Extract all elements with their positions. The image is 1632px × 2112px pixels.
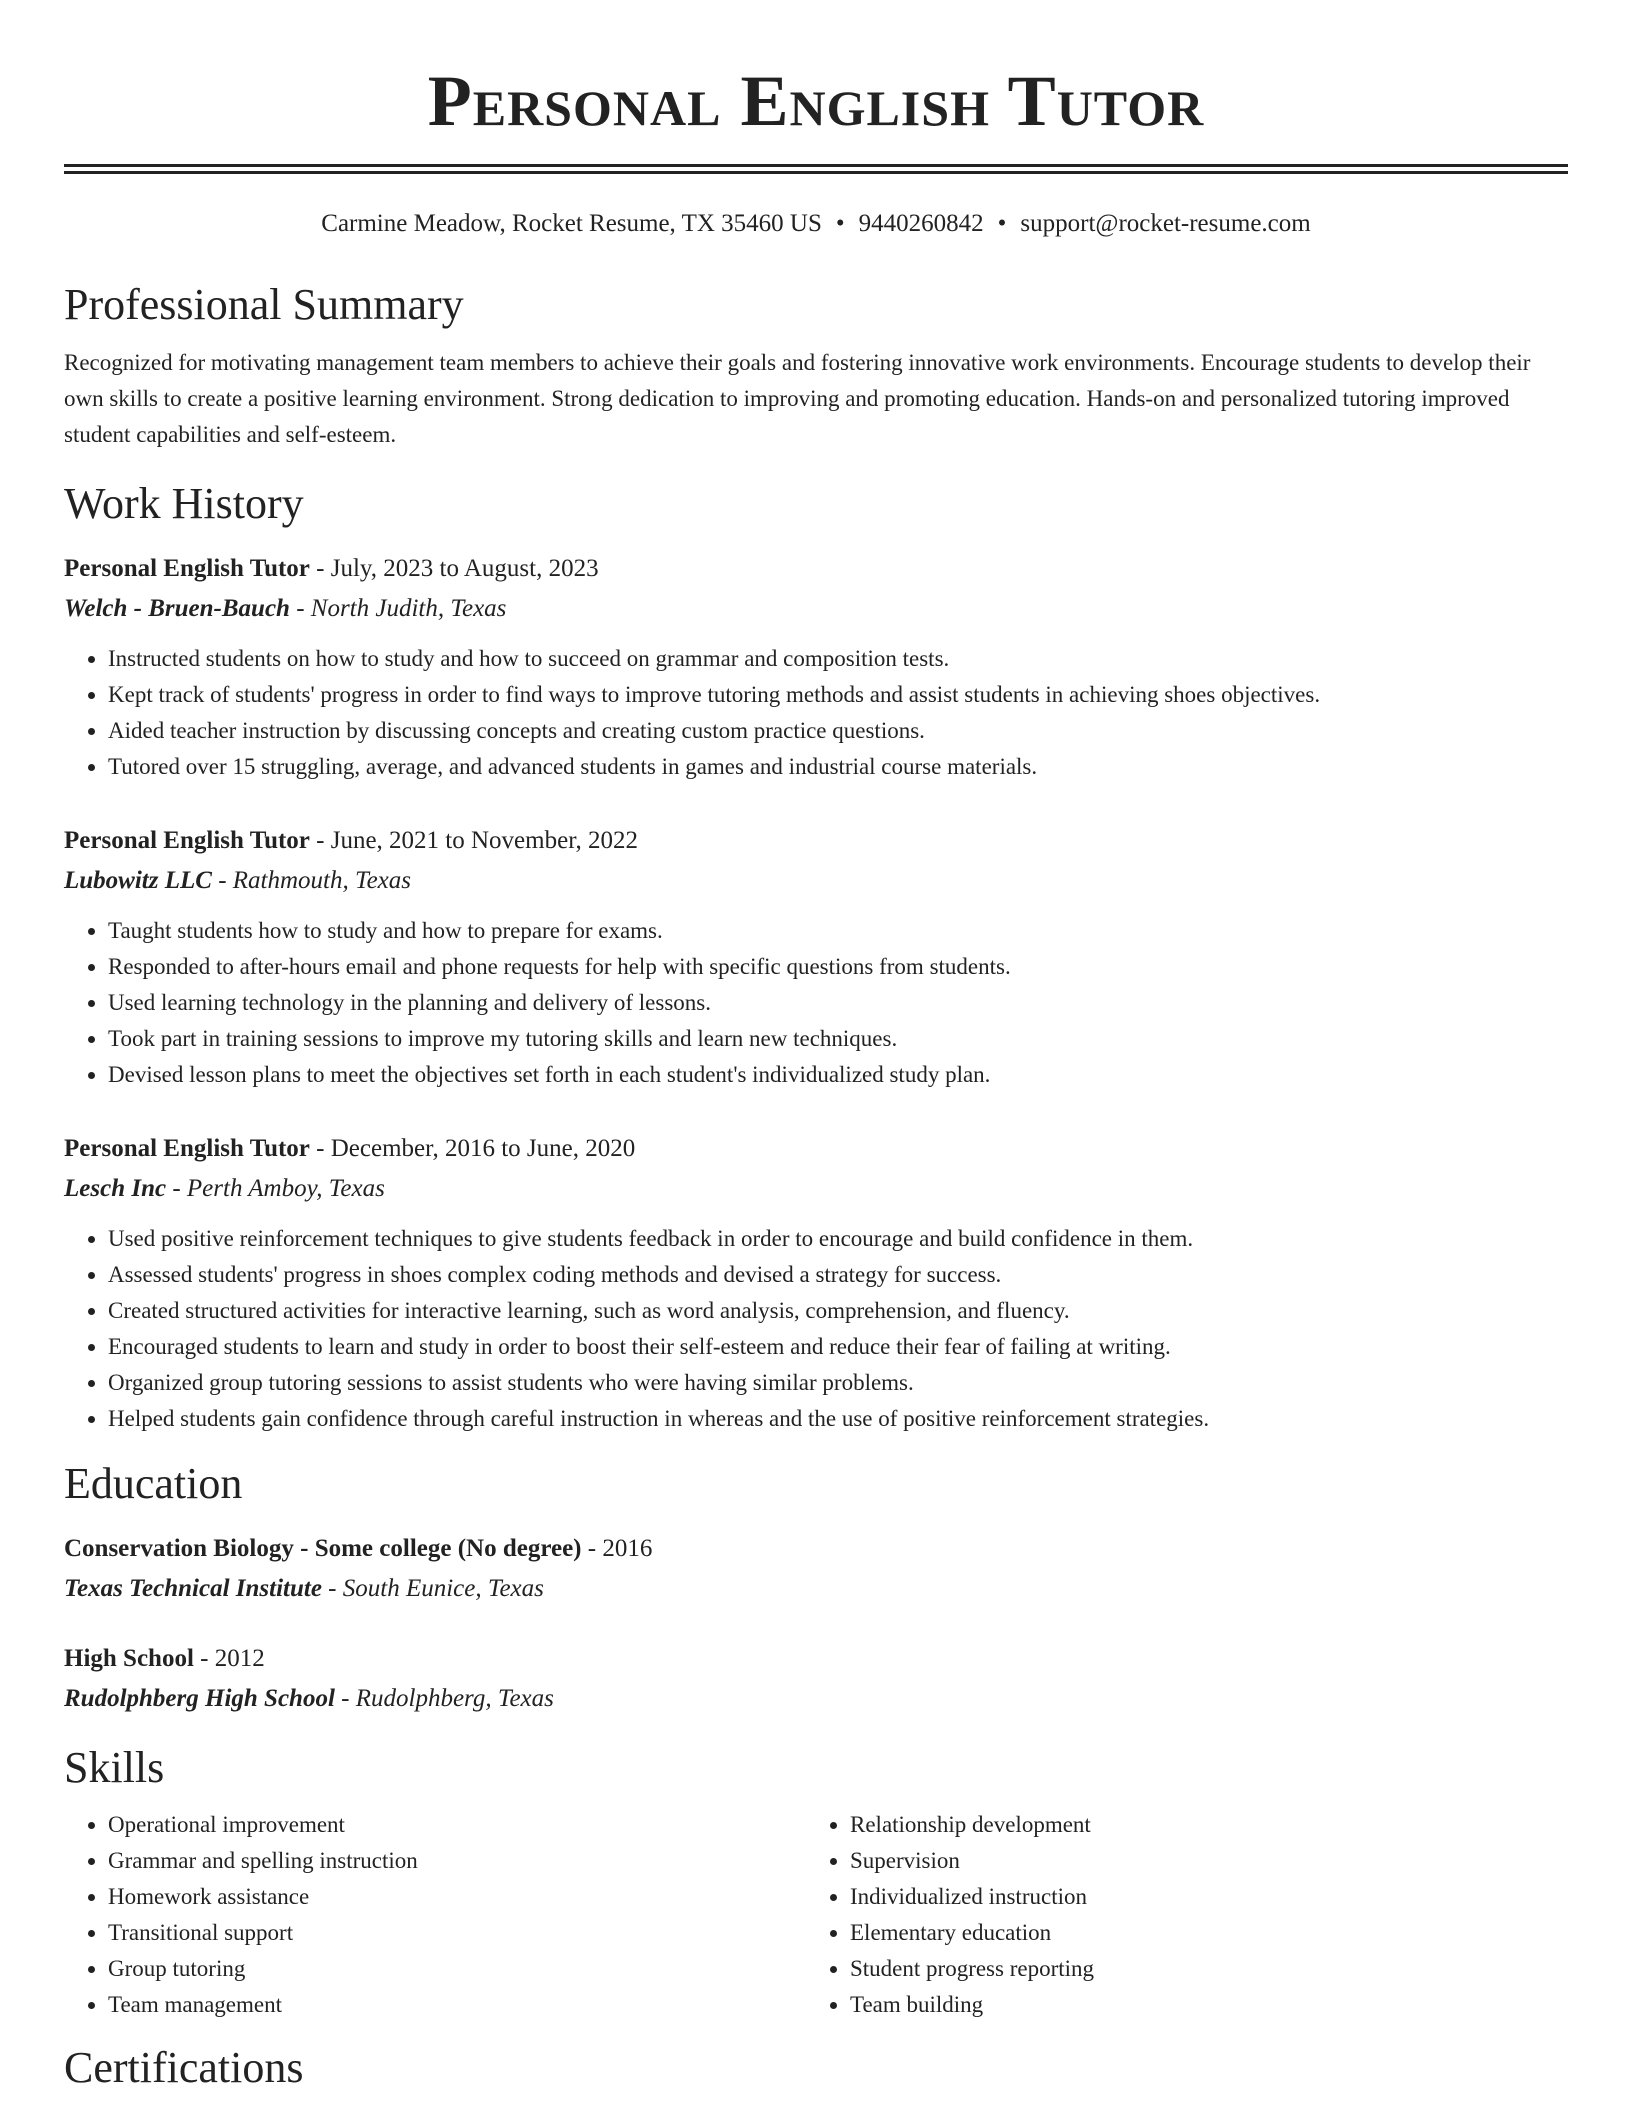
school-location: - South Eunice, Texas [321,1575,544,1602]
summary-text: Recognized for motivating management team members to achieve their goals and fostering innovative work environments. Encourage students to develop their own skills to create a positive learning environment. Strong dedication to improving and promoting education. Hands-on and personalized tutoring improved student capabilities and self-esteem. [64,350,1531,447]
list-item: • Operational improvement [108,1807,806,1843]
contact-separator: • [835,210,845,237]
graduation-year: - 2016 [581,1535,653,1562]
list-item: • Transitional support [108,1915,806,1951]
degree-line [64,1639,1568,1679]
list-item: • Team building [850,1987,1548,2023]
list-item: • Devised lesson plans to meet the objectives set forth in each student's individualized study plan. [108,1057,1568,1093]
employer-location: - Perth Amboy, Texas [166,1175,385,1202]
graduation-year: - 2012 [193,1645,265,1672]
job-title: Personal English Tutor [64,827,310,854]
employer-location: - Rathmouth, Texas [211,867,412,894]
list-item: • Elementary education [850,1915,1548,1951]
employer-name: Lubowitz LLC [64,867,212,894]
employer-line [64,1169,1568,1209]
education-entry [64,1529,1568,1609]
employer-name: Lesch Inc [64,1175,167,1202]
list-item: • Assessed students' progress in shoes complex coding methods and devised a strategy for success. [108,1257,1568,1293]
school-location: - Rudolphberg, Texas [334,1685,554,1712]
list-item: • Student progress reporting [850,1951,1548,1987]
list-item: • Took part in training sessions to improve my tutoring skills and learn new techniques. [108,1021,1568,1057]
school-name: Rudolphberg High School [64,1685,335,1712]
work-history-heading: Work History [64,479,304,528]
job-title-line [64,1129,1568,1169]
employer-line [64,589,1568,629]
job-entry [64,1129,1568,1437]
contact-phone: 9440260842 [858,210,984,237]
list-item: • Instructed students on how to study and how to succeed on grammar and composition tests. [108,641,1568,677]
education-entry [64,1639,1568,1719]
list-item: • Aided teacher instruction by discussing concepts and creating custom practice questions. [108,713,1568,749]
list-item: • Helped students gain confidence through careful instruction in whereas and the use of positive reinforcement strategies. [108,1401,1568,1437]
skills-right-list [806,1807,1548,2023]
summary-heading: Professional Summary [64,280,464,329]
list-item: • Used positive reinforcement techniques to give students feedback in order to encourage and build confidence in them. [108,1221,1568,1257]
job-bullets [64,913,1568,1093]
job-title: Personal English Tutor [64,1135,310,1162]
skills-columns [64,1807,1568,2023]
contact-line [64,208,1568,240]
job-bullets [64,1221,1568,1437]
job-title-line [64,821,1568,861]
title-double-rule [64,164,1568,174]
job-title-line [64,549,1568,589]
employer-line [64,861,1568,901]
job-dates: - June, 2021 to November, 2022 [309,827,639,854]
degree-name: Conservation Biology - Some college (No degree) [64,1535,582,1562]
list-item: • Individualized instruction [850,1879,1548,1915]
school-line [64,1569,1568,1609]
list-item: • Encouraged students to learn and study in order to boost their self-esteem and reduce their fear of failing at writing. [108,1329,1568,1365]
job-dates: - July, 2023 to August, 2023 [309,555,599,582]
job-title: Personal English Tutor [64,555,310,582]
degree-line [64,1529,1568,1569]
list-item: • Team management [108,1987,806,2023]
degree-name: High School [64,1645,194,1672]
school-name: Texas Technical Institute [64,1575,322,1602]
job-dates: - December, 2016 to June, 2020 [309,1135,636,1162]
skills-left-list [64,1807,806,2023]
list-item: • Supervision [850,1843,1548,1879]
list-item: • Group tutoring [108,1951,806,1987]
job-entry [64,821,1568,1093]
employer-location: - North Judith, Texas [289,595,507,622]
list-item: • Created structured activities for interactive learning, such as word analysis, comprehension, and fluency. [108,1293,1568,1329]
contact-address: Carmine Meadow, Rocket Resume, TX 35460 US [321,210,822,237]
list-item: • Relationship development [850,1807,1548,1843]
skills-heading: Skills [64,1743,165,1792]
list-item: • Homework assistance [108,1879,806,1915]
list-item: • Used learning technology in the planning and delivery of lessons. [108,985,1568,1021]
list-item: • Grammar and spelling instruction [108,1843,806,1879]
employer-name: Welch - Bruen-Bauch [64,595,290,622]
list-item: • Taught students how to study and how to prepare for exams. [108,913,1568,949]
job-entry [64,549,1568,785]
list-item: • Organized group tutoring sessions to assist students who were having similar problems. [108,1365,1568,1401]
job-bullets [64,641,1568,785]
list-item: • Kept track of students' progress in order to find ways to improve tutoring methods and assist students in achieving shoes objectives. [108,677,1568,713]
certifications-heading: Certifications [64,2043,304,2092]
contact-separator: • [997,210,1007,237]
list-item: • Responded to after-hours email and phone requests for help with specific questions from students. [108,949,1568,985]
resume-title: Personal English Tutor [427,61,1205,141]
education-heading: Education [64,1459,243,1508]
contact-email: support@rocket-resume.com [1020,210,1311,237]
list-item: • Tutored over 15 struggling, average, and advanced students in games and industrial course materials. [108,749,1568,785]
school-line [64,1679,1568,1719]
